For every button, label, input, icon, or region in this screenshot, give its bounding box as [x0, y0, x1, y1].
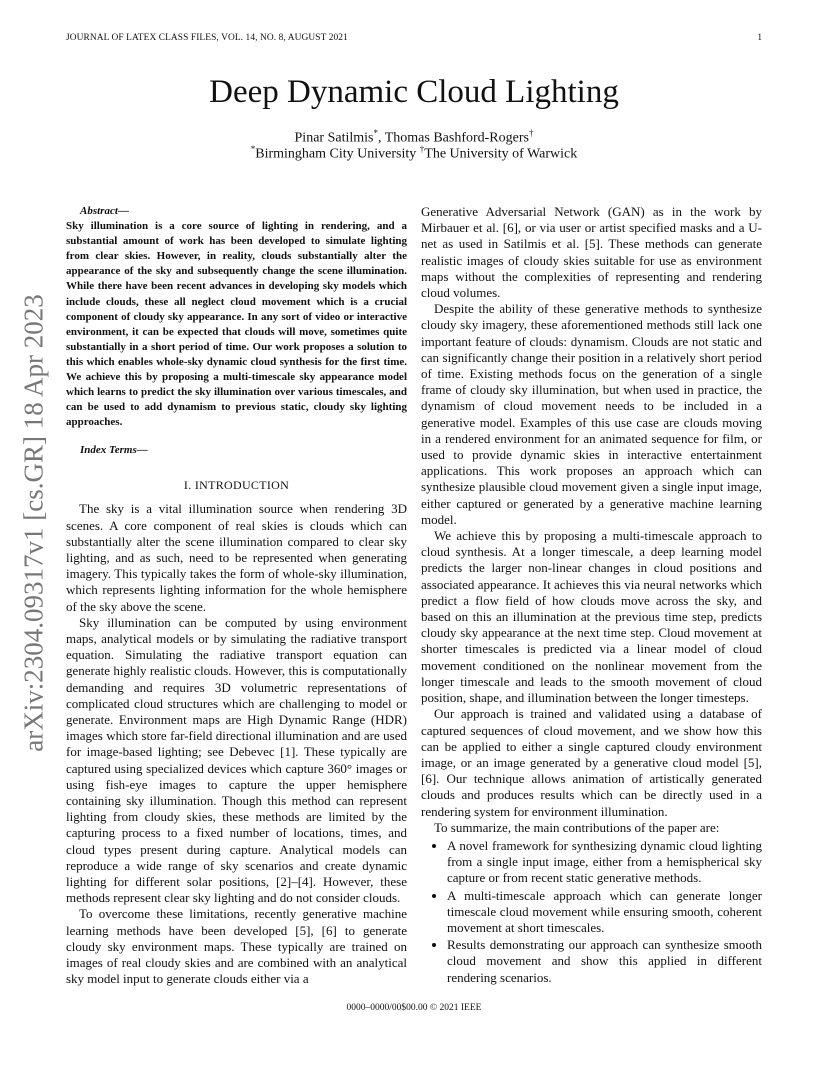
left-column — [66, 204, 407, 988]
paragraph: We achieve this by proposing a multi-timescale approach to cloud synthesis. At a longer timescale, a deep learning model predicts the larger non-linear changes in cloud positions and associated appearance. It achieves this via neural networks which predict a flow field of how clouds move across the sky, and based on this an illumination at the previous time step, predicts cloudy sky appearance at the next time step. Cloud movement at shorter timescales is predicted via a linear model of cloud movement conditioned on the nonlinear movement from the longer timescale and leads to the smooth movement of cloud position, shape, and illumination between the longer timesteps. — [421, 528, 762, 706]
paragraph: The sky is a vital illumination source when rendering 3D scenes. A core component of real skies is clouds which can substantially alter the scene illumination compared to clear sky lighting, and as such, need to be represented when generating imagery. This typically takes the form of whole-sky illumination, which represents lighting information for the whole hemisphere of the sky above the scene. — [66, 501, 407, 614]
author-mark: † — [528, 128, 534, 138]
page-number: 1 — [757, 33, 762, 43]
abstract-label: Abstract— — [80, 205, 129, 217]
paragraph: Sky illumination can be computed by using environment maps, analytical models or by simulating the radiative transport equation. Simulating the radiative transport equation can generate highly realistic clouds. However, this is computationally demanding and requires 3D volumetric representations of complicated cloud structures which are challenging to model or generate. Environment maps are High Dynamic Range (HDR) images which store far-field directional illumination and are used for image-based lighting; see Debevec [1]. These typically are captured using specialized devices which capture 360° images or using fish-eye images to capture the upper hemisphere containing sky illumination. Though this method can represent lighting from cloudy skies, these methods are limited by the capturing process to a fixed number of locations, times, and cloud types present during capture. Analytical models can reproduce a wide range of sky scenarios and create dynamic lighting for different solar positions, [2]–[4]. However, these methods represent clear sky lighting and do not consider clouds. — [66, 614, 407, 906]
author-separator: , — [377, 130, 385, 146]
paper-title: Deep Dynamic Cloud Lighting — [209, 74, 619, 110]
contribution-list — [421, 838, 762, 986]
affil-mark: † — [419, 144, 425, 154]
paragraph: To overcome these limitations, recently generative machine learning methods have been developed [5], [6] to generate cloudy sky environment maps. These typically are trained on images of real cloudy skies and are combined with an analytical sky model input to generate clouds either via a — [66, 906, 407, 987]
running-header: JOURNAL OF LATEX CLASS FILES, VOL. 14, NO. 8, AUGUST 2021 — [66, 33, 348, 43]
author-name: Pinar Satilmis — [294, 130, 374, 146]
paragraph: Despite the ability of these generative methods to synthesize cloudy sky imagery, these aforementioned methods still lack one important feature of clouds: dynamism. Clouds are not static and can significantly change their position in a relatively short period of time. Existing methods focus on the generation of a single frame of cloudy sky illumination, but when used in practice, the dynamism of cloud movement needs to be included in a generative model. Examples of this use case are clouds moving in a rendered environment for an animated sequence for film, or used to provide dynamic skies in interactive entertainment applications. This work proposes an approach which can synthesize plausible cloud movement given a single input image, either captured or generated by a generative machine learning model. — [421, 301, 762, 527]
paragraph: Our approach is trained and validated using a database of captured sequences of cloud movement, and we show how this can be applied to either a single captured cloudy environment image, or an image generated by a generative cloud model [5], [6]. Our technique allows animation of artistically generated clouds and produces results which can be directly used in a rendering system for environment illumination. — [421, 706, 762, 819]
list-item: • A multi-timescale approach which can generate longer timescale cloud movement while ensuring smooth, coherent movement at short timescales. — [447, 888, 762, 937]
affiliation: The University of Warwick — [424, 146, 578, 162]
author-mark: * — [373, 128, 378, 138]
paragraph: To summarize, the main contributions of the paper are: — [434, 819, 720, 835]
arxiv-stamp — [18, 284, 50, 762]
paragraph: Generative Adversarial Network (GAN) as in the work by Mirbauer et al. [6], or via user or artist specified masks and a U-net as used in Satilmis et al. [5]. These methods can generate realistic images of cloudy skies suitable for use as environment maps without the complexities of representing and rendering cloud volumes. — [421, 204, 762, 301]
arxiv-stamp-text: arXiv:2304.09317v1 [cs.GR] 18 Apr 2023 — [18, 294, 49, 752]
list-item: • Results demonstrating our approach can synthesize smooth cloud movement and show this applied in different rendering scenarios. — [447, 937, 762, 986]
abstract-text: Sky illumination is a core source of lighting in rendering, and a substantial amount of work has been developed to simulate lighting from clear skies. However, in reality, clouds substantially alter the appearance of the sky and subsequently change the scene illumination. While there have been recent advances in developing sky models which include clouds, these all neglect cloud movement which is a crucial component of cloudy sky appearance. In any sort of video or interactive environment, it can be expected that clouds will move, sometimes quite substantially in a short period of time. Our work proposes a solution to this which enables whole-sky dynamic cloud synthesis for the first time. We achieve this by proposing a multi-timescale sky appearance model which learns to predict the sky illumination over various timescales, and can be used to add dynamism to previous static, cloudy sky lighting approaches. — [66, 220, 407, 429]
author-name: Thomas Bashford-Rogers — [384, 130, 529, 146]
section-heading: I. INTRODUCTION — [183, 478, 290, 493]
copyright-footer: 0000–0000/00$00.00 © 2021 IEEE — [346, 1003, 482, 1013]
right-column — [421, 204, 762, 987]
affiliation-line — [0, 140, 828, 164]
list-item: • A novel framework for synthesizing dynamic cloud lighting from a single input image, either from a hemispherical sky capture or from recent static generative methods. — [447, 838, 762, 887]
affiliation: Birmingham City University — [255, 146, 417, 162]
affil-mark: * — [250, 144, 256, 154]
index-terms: Index Terms— — [80, 444, 148, 457]
abstract — [66, 204, 407, 430]
